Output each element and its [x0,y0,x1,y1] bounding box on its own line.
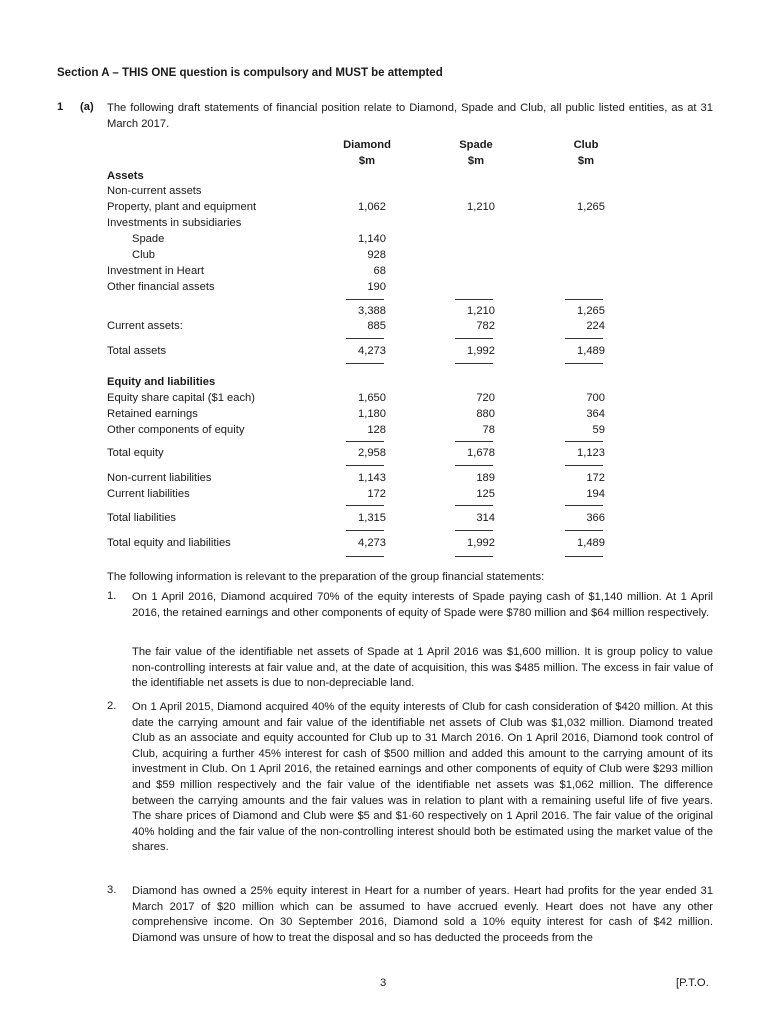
cell-value: 700 [586,392,605,404]
cell-value: 224 [586,320,605,332]
total-rule [346,441,384,442]
row-label: Equity and liabilities [107,376,216,388]
cell-value: 172 [586,472,605,484]
cell-value: 1,123 [577,447,605,459]
row-label: Non-current assets [107,185,202,197]
total-rule [346,299,384,300]
column-unit: $m [577,154,595,167]
row-label: Other financial assets [107,281,215,293]
cell-value: 366 [586,512,605,524]
note-3-number: 3. [107,884,117,896]
total-rule [455,299,493,300]
info-intro: The following information is relevant to the preparation of the group financial statements: [107,571,545,583]
question-number: 1 [57,101,64,113]
column-unit: $m [467,154,485,167]
row-label: Other components of equity [107,424,245,436]
note-3-para-1: Diamond has owned a 25% equity interest in Heart for a number of years. Heart had profits for the year ended 31 March 2017 of $20 million which can be assumed to have accrued evenly. Heart does not have any other comprehensive income. On 30 September 2016, Diamond sold a 10% equity interest for cash of $42 million. Diamond was unsure of how to treat the disposal and so has deducted the proceeds from the [132,885,713,944]
total-rule [565,338,603,339]
total-rule [346,363,384,364]
cell-value: 3,388 [358,305,386,317]
cell-value: 194 [586,488,605,500]
cell-value: 1,992 [467,345,495,357]
total-rule [455,465,493,466]
cell-value: 928 [367,249,386,261]
note-1-number: 1. [107,590,117,602]
column-header-club [546,138,626,169]
row-label: Investment in Heart [107,265,205,277]
total-rule [565,465,603,466]
row-label: Current assets: [107,320,183,332]
pto-marker: [P.T.O. [676,977,709,989]
row-label: Assets [107,170,144,182]
cell-value: 172 [367,488,386,500]
row-label: Current liabilities [107,488,190,500]
note-1-para-1: On 1 April 2016, Diamond acquired 70% of the equity interests of Spade paying cash of $1,140 million. At 1 April 2016, the retained earnings and other components of equity of Spade were $780 million and $64 million respectively. [132,591,713,619]
cell-value: 1,315 [358,512,386,524]
total-rule [565,363,603,364]
row-label: Total equity [107,447,164,459]
column-unit: $m [358,154,376,167]
total-rule [346,505,384,506]
cell-value: 2,958 [358,447,386,459]
total-rule [455,530,493,531]
cell-value: 364 [586,408,605,420]
note-2-para-1: On 1 April 2015, Diamond acquired 40% of the equity interests of Club for cash consideration of $420 million. At this date the carrying amount and fair value of the identifiable net assets of Club was $1,032 million. Diamond treated Club as an associate and equity accounted for Club up to 31 March 2016. On 1 April 2016, Diamond took control of Club, acquiring a further 45% interest for cash of $500 million and added this amount to the carrying amount of its investment in Club. On 1 April 2016, the retained earnings and other components of equity of Club were $293 million and $59 million respectively and the fair value of the identifiable net assets was $1,062 million. The difference between the carrying amounts and the fair values was in relation to plant with a remaining useful life of five years. The share prices of Diamond and Club were $5 and $1·60 respectively on 1 April 2016. The fair value of the original 40% holding and the fair value of the non-controlling interest should both be estimated using the market value of the shares. [132,701,713,854]
column-name: Spade [459,139,493,151]
total-rule [455,556,493,557]
total-rule [565,505,603,506]
column-header-spade [436,138,516,169]
question-intro: The following draft statements of financial position relate to Diamond, Spade and Club, all public listed entities, as at 31 March 2017. [107,102,713,130]
total-rule [565,556,603,557]
cell-value: 189 [476,472,495,484]
cell-value: 1,210 [467,305,495,317]
total-rule [455,338,493,339]
row-label: Total equity and liabilities [107,537,231,549]
question-part: (a) [80,101,94,113]
note-2-number: 2. [107,700,117,712]
row-label: Investments in subsidiaries [107,217,242,229]
cell-value: 885 [367,320,386,332]
cell-value: 1,062 [358,201,386,213]
total-rule [346,556,384,557]
cell-value: 1,210 [467,201,495,213]
cell-value: 1,143 [358,472,386,484]
total-rule [455,505,493,506]
column-header-diamond [327,138,407,169]
cell-value: 1,650 [358,392,386,404]
row-label: Total assets [107,345,167,357]
total-rule [455,441,493,442]
total-rule [565,299,603,300]
cell-value: 125 [476,488,495,500]
cell-value: 880 [476,408,495,420]
cell-value: 4,273 [358,345,386,357]
column-name: Diamond [343,139,391,151]
row-label: Equity share capital ($1 each) [107,392,256,404]
total-rule [346,338,384,339]
row-label: Non-current liabilities [107,472,212,484]
row-label: Property, plant and equipment [107,201,257,213]
column-name: Club [573,139,599,151]
section-title: Section A – THIS ONE question is compulsory and MUST be attempted [57,67,443,79]
cell-value: 190 [367,281,386,293]
cell-value: 1,140 [358,233,386,245]
cell-value: 1,992 [467,537,495,549]
page-number: 3 [380,977,387,989]
total-rule [565,441,603,442]
total-rule [346,530,384,531]
row-label: Spade [132,233,165,245]
cell-value: 78 [482,424,495,436]
row-label: Club [132,249,156,261]
cell-value: 1,265 [577,305,605,317]
row-label: Total liabilities [107,512,177,524]
note-1-para-2: The fair value of the identifiable net assets of Spade at 1 April 2016 was $1,600 million. It is group policy to value non-controlling interests at fair value and, at the date of acquisition, this was $485 million. The excess in fair value of the identifiable net assets is due to non-depreciable land. [132,646,713,690]
total-rule [455,363,493,364]
row-label: Retained earnings [107,408,198,420]
cell-value: 1,489 [577,345,605,357]
total-rule [346,465,384,466]
cell-value: 314 [476,512,495,524]
cell-value: 128 [367,424,386,436]
cell-value: 1,265 [577,201,605,213]
cell-value: 1,678 [467,447,495,459]
total-rule [565,530,603,531]
cell-value: 59 [592,424,605,436]
cell-value: 720 [476,392,495,404]
cell-value: 68 [373,265,386,277]
cell-value: 1,489 [577,537,605,549]
cell-value: 4,273 [358,537,386,549]
cell-value: 782 [476,320,495,332]
cell-value: 1,180 [358,408,386,420]
